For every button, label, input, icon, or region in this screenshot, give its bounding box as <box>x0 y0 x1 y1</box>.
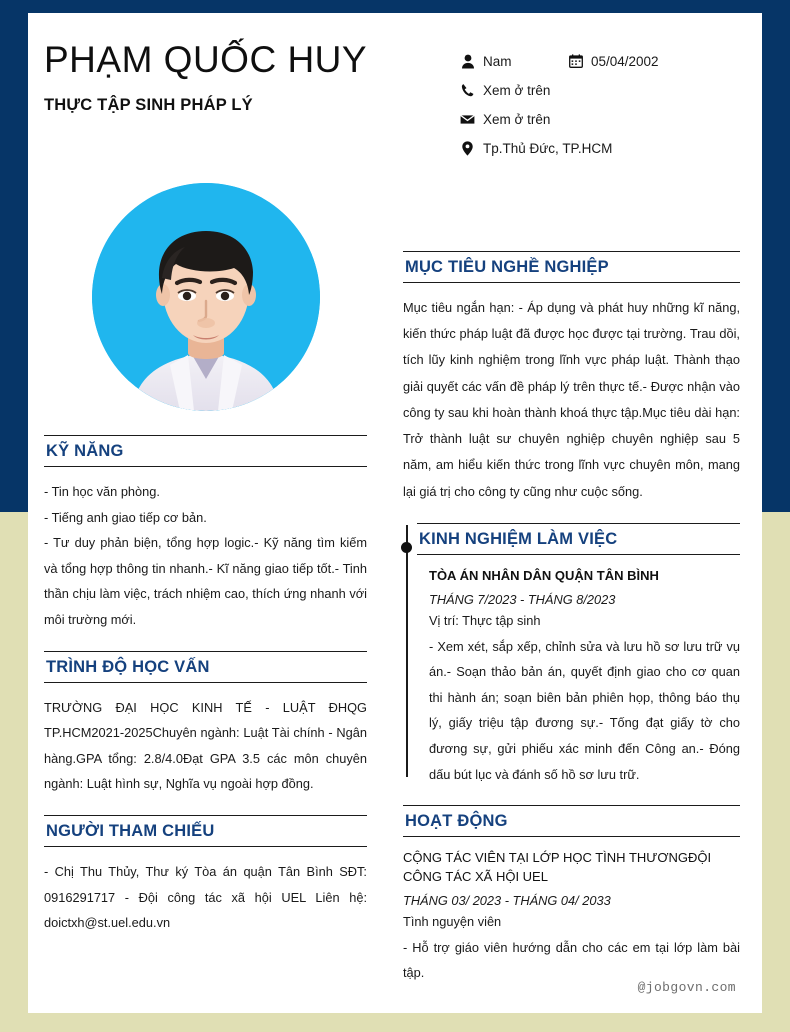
skills-line: - Tiếng anh giao tiếp cơ bản. <box>44 509 207 525</box>
envelope-icon <box>459 111 476 127</box>
job-title: THỰC TẬP SINH PHÁP LÝ <box>44 95 253 114</box>
contact-row <box>459 140 740 156</box>
header-identity <box>44 29 459 115</box>
calendar-icon <box>567 53 584 69</box>
contact-birthdate <box>567 53 659 69</box>
experience-description: - Xem xét, sắp xếp, chỉnh sửa và lưu hồ sơ lưu trữ vụ án.- Soạn thảo bản án, quyết định giao cho cơ quan thi hành án; soạn biên bản phiên họp, thông báo thụ lý, giấy triệu tập đương sự.- Tống đạt giấy tờ cho đương sự, gửi phiếu xác minh đến Công an.- Đóng dấu bút lục và đánh số hồ sơ lưu trữ. <box>429 638 740 782</box>
section-title-activities: HOẠT ĐỘNG <box>405 812 508 831</box>
contact-gender <box>459 53 567 69</box>
activity-dates: THÁNG 03/ 2023 - THÁNG 04/ 2033 <box>403 892 611 908</box>
cv-body <box>28 169 762 1004</box>
section-skills <box>44 435 367 633</box>
right-column <box>389 169 740 1004</box>
page-title: PHẠM QUỐC HUY <box>44 39 368 80</box>
section-title-education: TRÌNH ĐỘ HỌC VẤN <box>46 657 210 676</box>
divider <box>44 466 367 467</box>
divider <box>403 836 740 837</box>
contact-row <box>459 111 740 127</box>
divider <box>403 282 740 283</box>
activity-entry <box>403 849 740 986</box>
skills-line: - Tin học văn phòng. <box>44 484 160 499</box>
section-objective <box>403 251 740 505</box>
contact-email-label: Xem ở trên <box>483 111 551 127</box>
activity-org: CỘNG TÁC VIÊN TẠI LỚP HỌC TÌNH THƯƠNGĐỘI CÔNG TÁC XÃ HỘI UEL <box>403 850 712 884</box>
section-references <box>44 815 367 936</box>
contact-row <box>459 82 740 98</box>
experience-dates: THÁNG 7/2023 - THÁNG 8/2023 <box>429 591 616 607</box>
photo-container <box>44 183 367 411</box>
section-education <box>44 651 367 797</box>
contact-block <box>459 29 740 169</box>
contact-gender-label: Nam <box>483 53 512 69</box>
location-pin-icon <box>459 140 476 156</box>
experience-role: Vị trí: Thực tập sinh <box>429 612 541 628</box>
education-text: TRƯỜNG ĐẠI HỌC KINH TẾ - LUẬT ĐHQG TP.HCM2021-2025Chuyên ngành: Luật Tài chính - Ngân hàng.GPA tổng: 2.8/4.0Đạt GPA 3.5 các môn chuyên ngành: Luật hình sự, Nghĩa vụ ngoài hợp đồng. <box>44 699 367 792</box>
cv-paper <box>28 13 762 1013</box>
section-activities <box>403 805 740 986</box>
objective-text: Mục tiêu ngắn hạn: - Áp dụng và phát huy những kĩ năng, kiến thức pháp luật đã được học được tại trường. Trau dồi, tích lũy kinh nghiệm trong lĩnh vực pháp luật. Thành thạo giải quyết các vấn đề pháp lý trên thực tế.- Được nhận vào công ty sau khi hoàn thành khoá thực tập.Mục tiêu dài hạn: Trở thành luật sư chuyên nghiệp chuyên nghiệp sau 5 năm, am hiểu kiến thức trong lĩnh vực chuyên môn, mang lại giá trị cho công ty cũng như cuộc sống. <box>403 300 740 499</box>
divider <box>417 554 740 555</box>
references-text: - Chị Thu Thủy, Thư ký Tòa án quận Tân Bình SĐT: 0916291717 - Đội công tác xã hội UEL Liên hệ: doictxh@st.uel.edu.vn <box>44 863 367 931</box>
activity-description: - Hỗ trợ giáo viên hướng dẫn cho các em tại lớp làm bài tập. <box>403 939 740 981</box>
section-title-references: NGƯỜI THAM CHIẾU <box>46 821 215 840</box>
cv-header <box>28 13 762 169</box>
person-icon <box>459 53 476 69</box>
phone-icon <box>459 82 476 98</box>
section-title-experience: KINH NGHIỆM LÀM VIỆC <box>419 529 618 548</box>
divider <box>44 682 367 683</box>
timeline-dot <box>401 542 412 553</box>
section-title-skills: KỸ NĂNG <box>46 442 124 460</box>
skills-line: - Tư duy phản biện, tổng hợp logic.- Kỹ năng tìm kiếm và tổng hợp thông tin nhanh.- Kĩ năng giao tiếp tốt.- Tinh thần chịu làm việc, trách nhiệm cao, thích ứng nhanh với môi trường mới. <box>44 535 367 627</box>
timeline-marker <box>401 525 413 777</box>
watermark: @jobgovn.com <box>637 980 736 995</box>
avatar <box>92 183 320 411</box>
experience-org: TÒA ÁN NHÂN DÂN QUẬN TÂN BÌNH <box>429 567 659 583</box>
divider <box>44 846 367 847</box>
contact-birthdate-label: 05/04/2002 <box>591 53 659 69</box>
timeline-line <box>406 525 408 777</box>
left-column <box>44 169 389 1004</box>
contact-address <box>459 140 612 156</box>
profile-photo <box>92 183 320 411</box>
experience-entry <box>417 567 740 787</box>
contact-address-label: Tp.Thủ Đức, TP.HCM <box>483 140 613 156</box>
contact-phone <box>459 82 550 98</box>
contact-email <box>459 111 550 127</box>
contact-phone-label: Xem ở trên <box>483 82 551 98</box>
activity-role: Tình nguyện viên <box>403 913 502 929</box>
section-title-objective: MỤC TIÊU NGHỀ NGHIỆP <box>405 258 609 276</box>
section-experience <box>403 523 740 787</box>
contact-row <box>459 53 740 69</box>
